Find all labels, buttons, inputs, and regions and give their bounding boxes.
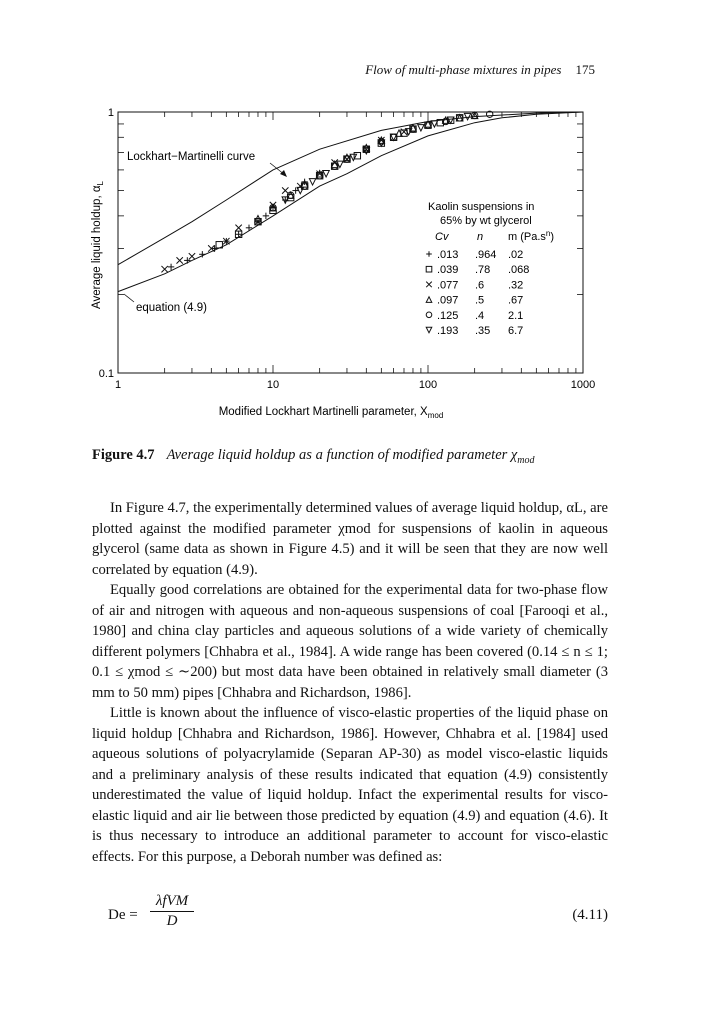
legend-m: 6.7 [508, 325, 524, 337]
legend-n: .6 [475, 279, 485, 292]
figure-caption [92, 447, 612, 466]
y-tick-label: 0.1 [98, 368, 114, 380]
equation-number: (4.11) [572, 907, 608, 923]
legend-n: .964 [475, 249, 497, 261]
equation-label: equation (4.9) [136, 302, 207, 314]
legend-n: .5 [475, 294, 485, 307]
legend-m: .068 [508, 264, 530, 277]
data-point-itriangle [309, 179, 315, 185]
legend-title-2: 65% by wt glycerol [440, 215, 532, 227]
equation-lhs: De = [108, 907, 138, 923]
data-point-plus [246, 225, 252, 231]
lockhart-martinelli-label: Lockhart−Martinelli curve [127, 151, 256, 163]
x-tick-label: 10 [266, 379, 280, 391]
legend-cv: .193 [437, 325, 459, 337]
lockhart-martinelli-arrowhead [280, 170, 287, 177]
x-tick-label: 1000 [570, 379, 596, 391]
legend-cv: .013 [437, 249, 459, 261]
paragraph-3: Little is known about the influence of visco-elastic properties of the liquid phase on liquid holdup [Chhabra and Richardson, 1986]. However, Chhabra et al. [1984] used aqueous solutions of polyacrylamide (Separan AP-30) as model visco-elastic liquids and a preliminary analysis of these results indicated that equation (4.9) consistently underestimated the value of liquid holdup. Infact the experimental results for visco-elastic liquid and air lie between those predicted by equation (4.9) and equation (4.6). It is thus necessary to introduce an additional parameter to account for visco-elastic effects. For this purpose, a Deborah number was defined as: [92, 705, 608, 865]
legend-cv: .125 [437, 309, 459, 322]
caption-text: Average liquid holdup as a function of modified parameter $\chi_{mod}$ [166, 447, 535, 466]
data-point-x [189, 253, 195, 259]
data-point-x [282, 187, 288, 193]
data-point-itriangle [418, 125, 424, 131]
holdup-chart [0, 100, 701, 430]
equation-denominator: D [166, 913, 178, 929]
y-tick-label: 1 [107, 107, 114, 119]
running-header [365, 62, 595, 78]
legend-marker [426, 251, 432, 257]
legend-marker [426, 297, 432, 303]
legend-m: .02 [508, 249, 524, 261]
body-text [92, 498, 608, 867]
legend-marker [426, 282, 432, 288]
data-point-itriangle [350, 154, 356, 160]
legend-title-1: Kaolin suspensions in [428, 201, 535, 213]
legend-m: .32 [508, 279, 524, 292]
legend-m: .67 [508, 294, 524, 307]
equation-arrow [124, 294, 134, 302]
legend [426, 201, 554, 337]
page-number: 175 [575, 62, 595, 77]
legend-col-cv: Cv [435, 231, 449, 243]
legend-col-m: m $(Pa.s^n)$ [508, 229, 555, 243]
data-point-x [161, 266, 167, 272]
data-point-plus [235, 231, 241, 237]
data-point-itriangle [323, 171, 329, 177]
data-point-x [235, 225, 241, 231]
equation-numerator: λfVM [150, 893, 194, 912]
legend-marker [426, 266, 432, 272]
data-point-plus [263, 213, 269, 219]
legend-marker [426, 312, 432, 318]
paragraph-2: Equally good correlations are obtained for the experimental data for two-phase flow of air and nitrogen with aqueous and non-aqueous suspensions of coal [Farooqi et al., 1980] and china clay particles and aqueous solutions of a wide variety of chemically different polymers [Chhabra et al., 1984]. A wide range has been covered (0.14 ≤ n ≤ 1; 0.1 ≤ χmod ≤ ∼200) but most data have been obtained in relatively small diameter (3 mm to 50 mm) pipes [Chhabra and Richardson, 1986]. [92, 582, 608, 701]
legend-col-n: n [477, 231, 484, 243]
legend-n: .4 [475, 309, 485, 322]
legend-cv: .097 [437, 294, 459, 307]
legend-cv: .039 [437, 264, 459, 277]
x-axis-label: Modified Lockhart Martinelli parameter, $X_{mod}$ [218, 406, 444, 420]
x-tick-label: 100 [418, 379, 438, 391]
figure-label: Figure 4.7 [92, 447, 155, 463]
legend-cv: .077 [437, 279, 459, 292]
y-axis-label: Average liquid holdup, $\alpha_L$ [91, 181, 105, 309]
x-tick-label: 1 [114, 379, 122, 391]
running-title: Flow of multi-phase mixtures in pipes [365, 62, 562, 77]
data-point-x [176, 257, 182, 263]
legend-marker [426, 327, 432, 333]
legend-n: .35 [475, 325, 491, 337]
paragraph-1: In Figure 4.7, the experimentally determined values of average liquid holdup, αL, are plotted against the modified parameter χmod for suspensions of kaolin in aqueous glycerol (same data as shown in Figure 4.5) and it will be seen that they are now well correlated by equation (4.9). [92, 500, 608, 578]
legend-m: 2.1 [508, 309, 524, 322]
legend-n: .78 [475, 264, 491, 277]
equation-4-11 [92, 893, 608, 943]
equation-fraction [150, 893, 194, 930]
